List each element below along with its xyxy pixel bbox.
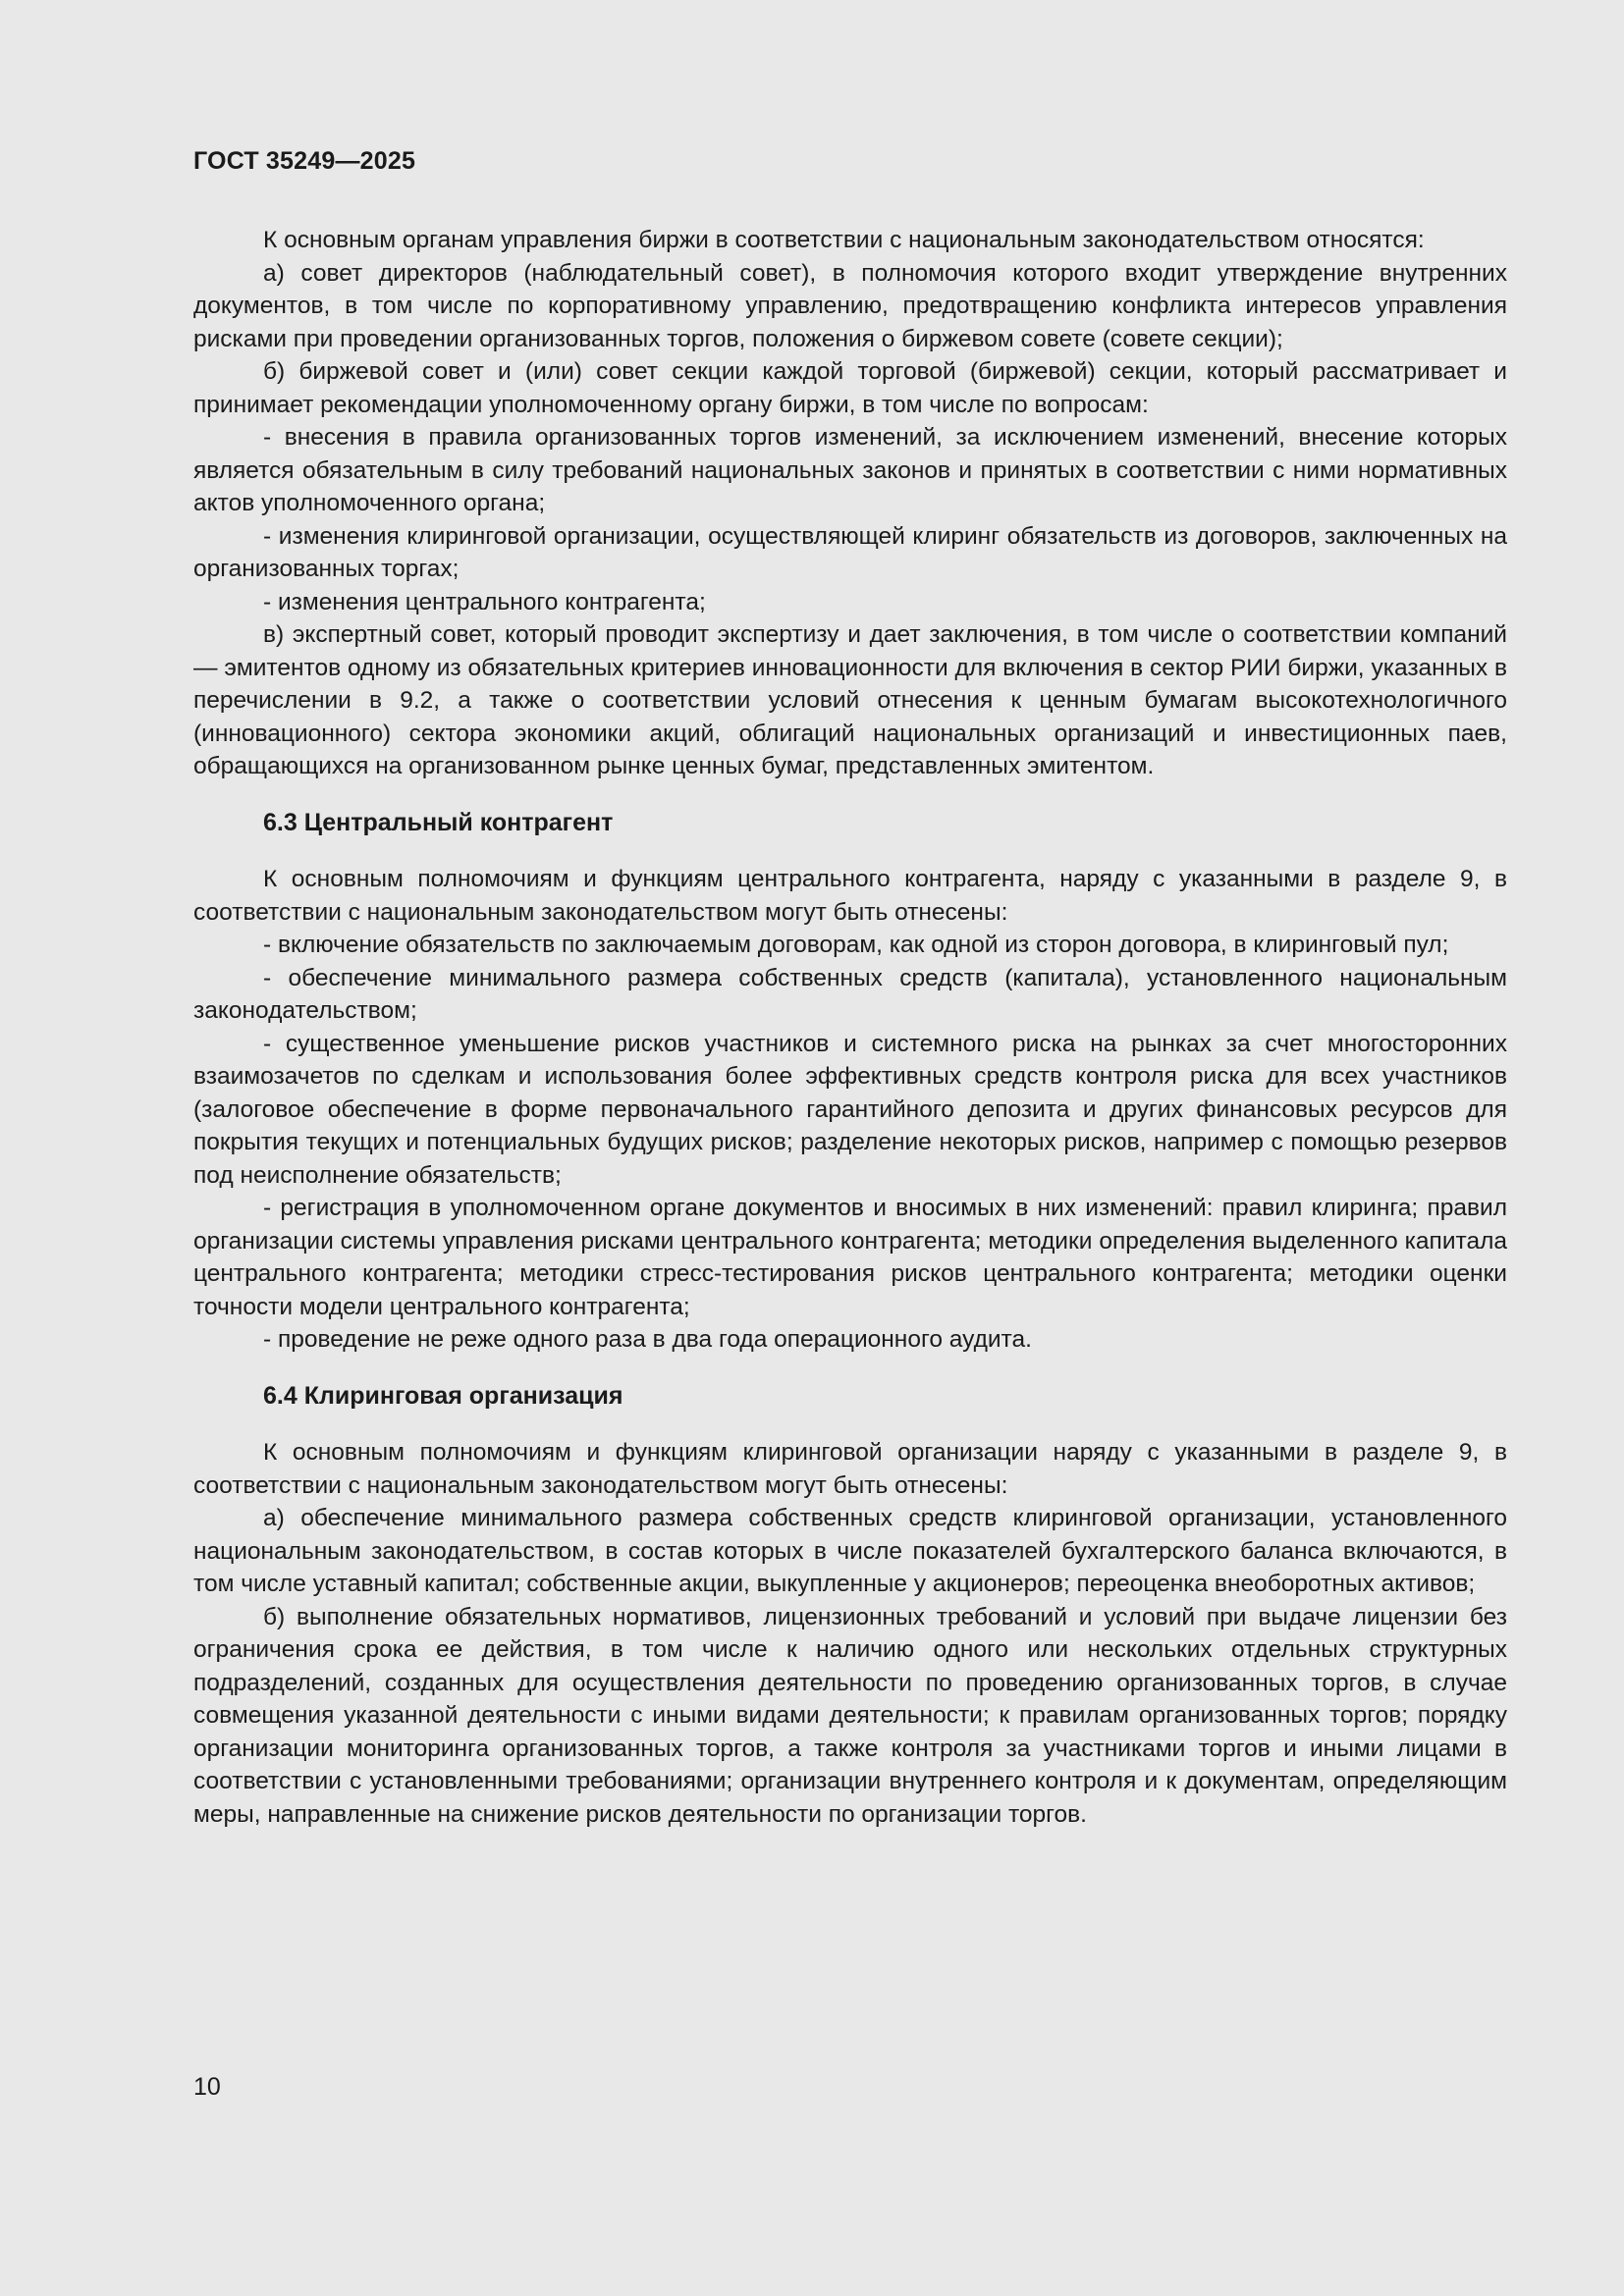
list-item: - изменения клиринговой организации, осуществляющей клиринг обязательств из договоров, заключенных на организованных торгах; xyxy=(193,522,1507,582)
list-item: - проведение не реже одного раза в два года операционного аудита. xyxy=(263,1326,1032,1353)
paragraph: К основным полномочиям и функциям клиринговой организации наряду с указанными в разделе 9, в соответствии с национальным законодательством могут быть отнесены: xyxy=(193,1439,1507,1499)
section-heading-6-3: 6.3 Центральный контрагент xyxy=(263,808,614,836)
paragraph: К основным полномочиям и функциям центрального контрагента, наряду с указанными в разделе 9, в соответствии с национальным законодательством могут быть отнесены: xyxy=(193,866,1507,926)
list-item: б) биржевой совет и (или) совет секции каждой торговой (биржевой) секции, который рассматривает и принимает рекомендации уполномоченному органу биржи, в том числе по вопросам: xyxy=(193,358,1507,418)
list-item: б) выполнение обязательных нормативов, лицензионных требований и условий при выдаче лицензии без ограничения срока ее действия, в том числе к наличию одного или нескольких отдельных структурных подразделений, созданных для осуществления деятельности по проведению организованных торгов, в случае совмещения указанной деятельности с иными видами деятельности; к правилам организованных торгов; порядку организации мониторинга организованных торгов, а также контроля за участниками торгов и иными лицами в соответствии с установленными требованиями; организации внутреннего контроля и к документам, определяющим меры, направленные на снижение рисков деятельности по организации торгов. xyxy=(193,1603,1507,1828)
paragraph: К основным органам управления биржи в соответствии с национальным законодательством относятся: xyxy=(263,227,1425,253)
list-item: - существенное уменьшение рисков участников и системного риска на рынках за счет многосторонних взаимозачетов по сделкам и использования более эффективных средств контроля риска для всех участников (залоговое обеспечение в форме первоначального гарантийного депозита и других финансовых ресурсов для покрытия текущих и потенциальных будущих рисков; разделение некоторых рисков, например с помощью резервов под неисполнение обязательств; xyxy=(193,1030,1507,1189)
list-item: - внесения в правила организованных торгов изменений, за исключением изменений, внесение которых является обязательным в силу требований национальных законов и принятых в соответствии с ними нормативных актов уполномоченного органа; xyxy=(193,424,1507,516)
list-item: а) совет директоров (наблюдательный совет), в полномочия которого входит утверждение внутренних документов, в том числе по корпоративному управлению, предотвращению конфликта интересов управления рисками при проведении организованных торгов, положения о биржевом совете (совете секции); xyxy=(193,259,1507,352)
page-number: 10 xyxy=(193,2073,221,2101)
list-item: в) экспертный совет, который проводит экспертизу и дает заключения, в том числе о соответствии компаний — эмитентов одному из обязательных критериев инновационности для включения в сектор РИИ биржи, указанных в перечислении в 9.2, а также о соответствии условий отнесения к ценным бумагам высокотехнологичного (инновационного) сектора экономики акций, облигаций национальных организаций и инвестиционных паев, обращающихся на организованном рынке ценных бумаг, представленных эмитентом. xyxy=(193,621,1507,779)
document-body xyxy=(193,224,1507,1831)
list-item: - регистрация в уполномоченном органе документов и вносимых в них изменений: правил клиринга; правил организации системы управления рисками центрального контрагента; методики определения выделенного капитала центрального контрагента; методики стресс-тестирования рисков центрального контрагента; методики оценки точности модели центрального контрагента; xyxy=(193,1195,1507,1320)
list-item: а) обеспечение минимального размера собственных средств клиринговой организации, установленного национальным законодательством, в состав которых в числе показателей бухгалтерского баланса включаются, в том числе уставный капитал; собственные акции, выкупленные у акционеров; переоценка внеоборотных активов; xyxy=(193,1505,1507,1597)
list-item: - включение обязательств по заключаемым договорам, как одной из сторон договора, в клиринговый пул; xyxy=(263,932,1449,958)
list-item: - изменения центрального контрагента; xyxy=(263,588,706,615)
list-item: - обеспечение минимального размера собственных средств (капитала), установленного национальным законодательством; xyxy=(193,964,1507,1024)
document-header: ГОСТ 35249—2025 xyxy=(193,147,416,175)
section-heading-6-4: 6.4 Клиринговая организация xyxy=(263,1381,623,1410)
